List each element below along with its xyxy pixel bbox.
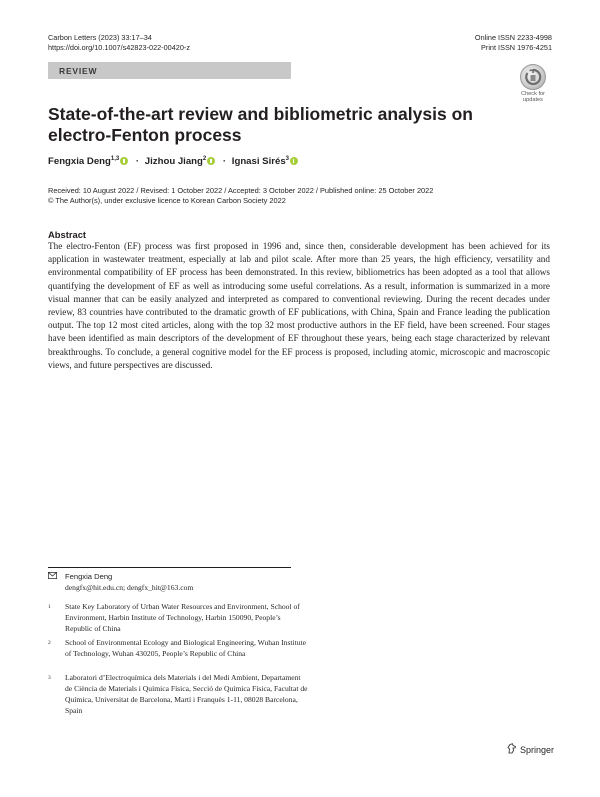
corresponding-author: Fengxia Deng [65,572,113,581]
author-affiliation-mark: 3 [285,156,289,162]
affiliation [48,637,308,659]
article-title: State-of-the-art review and bibliometric analysis on electro-Fenton process [48,104,473,145]
affiliation-text: Laboratori d’Electroquímica dels Materials i del Medi Ambient, Departament de Ciència de Materials i Química Física, Secció de Química Física, Facultat de Química, Universitat de Barcelona, Martí i Franquès 1-11, 08028 Barcelona, Spain [65,673,308,715]
check-for-updates-badge[interactable] [516,64,550,103]
print-issn: Print ISSN 1976-4251 [481,43,552,52]
author-separator: · [135,156,140,168]
affiliation [48,601,308,634]
publisher-logo [507,741,554,759]
online-issn: Online ISSN 2233-4998 [474,33,552,42]
check-for-updates-icon [520,64,546,90]
footnote-rule [48,567,291,568]
abstract-heading: Abstract [48,229,87,240]
history-dates: Received: 10 August 2022 / Revised: 1 October 2022 / Accepted: 3 October 2022 / Published online: 25 October 2022 [48,186,434,195]
author-name[interactable]: Jizhou Jiang [144,156,203,168]
author-list [48,156,300,167]
springer-horse-icon [507,741,517,759]
running-header-left [48,33,190,53]
author-affiliation-mark: 1,3 [110,156,120,162]
affiliation-text: State Key Laboratory of Urban Water Resources and Environment, School of Environment, Harbin Institute of Technology, Harbin 150090, People’s Republic of China [65,602,300,633]
affiliation [48,672,308,716]
journal-issue: Carbon Letters (2023) 33:17–34 [48,33,152,42]
copyright-line: © The Author(s), under exclusive licence to Korean Carbon Society 2022 [48,196,286,205]
envelope-icon [48,572,57,584]
correspondence-note [48,571,308,593]
orcid-icon[interactable] [207,157,215,165]
corresponding-emails[interactable]: dengfx@hit.edu.cn; dengfx_hit@163.com [65,583,194,592]
affiliation-text: School of Environmental Ecology and Biological Engineering, Wuhan Institute of Technology, Wuhan 430205, People’s Republic of China [65,638,307,658]
check-for-updates-line2: updates [523,97,543,104]
check-for-updates-line1: Check for [521,91,545,97]
author-affiliation-mark: 2 [202,156,207,162]
affiliation-number: 1 [48,604,51,610]
doi-link[interactable]: https://doi.org/10.1007/s42823-022-00420-z [48,43,190,52]
author-name[interactable]: Fengxia Deng [48,156,111,168]
abstract-text: The electro-Fenton (EF) process was first proposed in 1996 and, since then, considerable development has been achieved for its application in wastewater treatment, especially at lab and pilot scale. After more than 25 years, the high efficiency, versatility and environmental compatibility of EF process has been demonstrated. In this review, bibliometrics has been adopted as a tool that allows quantifying the development of EF as well as introducing some useful correlations. As a result, information is summarized in a more visual manner that can be easily analyzed and interpreted as compared to conventional reviewing. During the recent decades under review, 83 countries have contributed to the dramatic growth of EF publications, with China, Spain and France leading the publication output. The top 12 most cited articles, along with the top 32 most productive authors in the EF field, have been screened. Four stages have been identified as main descriptors of the development of EF throughout these years, being each stage characterized by relevant breakthroughs. To conclude, a general cognitive model for the EF process is proposed, including atomic, microscopic and macroscopic views, and future perspectives are discussed. [48,241,550,370]
author-separator: · [222,156,227,168]
article-history [48,186,433,206]
affiliation-number: 2 [48,640,51,646]
publisher-name: Springer [520,745,555,755]
orcid-icon[interactable] [120,157,128,165]
affiliation-number: 3 [48,675,51,681]
article-type-bar [48,62,291,79]
running-header-right [475,33,552,53]
orcid-icon[interactable] [290,157,298,165]
article-type-label: REVIEW [59,65,98,76]
author-name[interactable]: Ignasi Sirés [231,156,286,168]
